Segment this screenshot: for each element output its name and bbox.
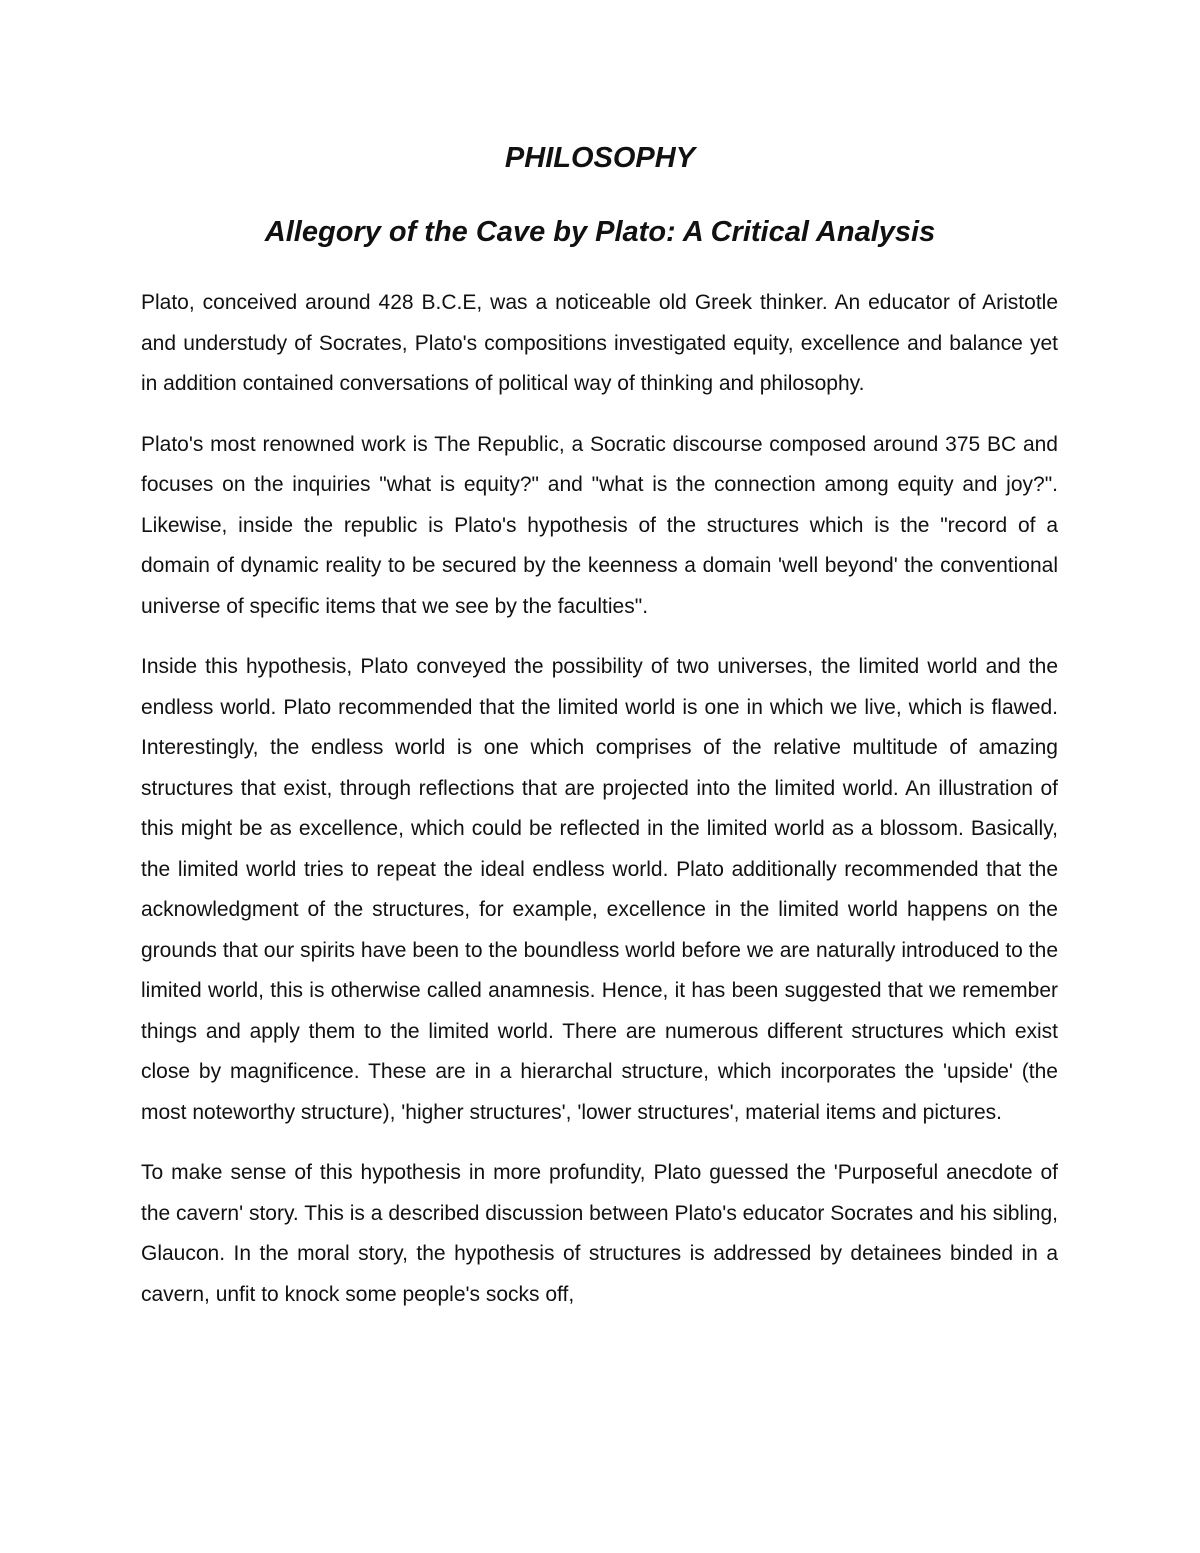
document-title: PHILOSOPHY xyxy=(504,142,696,174)
paragraph-2: Plato's most renowned work is The Republic, a Socratic discourse composed around 375 BC and focuses on the inquiries "what is equity?" and "what is the connection among equity and joy?". Likewise, inside the republic is Plato's hypothesis of the structures which is the "record of a domain of dynamic reality to be secured by the keenness a domain 'well beyond' the conventional universe of specific items that we see by the faculties". xyxy=(141,432,1058,618)
paragraph-4: To make sense of this hypothesis in more profundity, Plato guessed the 'Purposeful anecdote of the cavern' story. This is a described discussion between Plato's educator Socrates and his sibling, Glaucon. In the moral story, the hypothesis of structures is addressed by detainees binded in a cavern, unfit to knock some people's socks off, xyxy=(141,1161,1058,1306)
paragraph-3: Inside this hypothesis, Plato conveyed the possibility of two universes, the limited world and the endless world. Plato recommended that the limited world is one in which we live, which is flawed. Interestingly, the endless world is one which comprises of the relative multitude of amazing structures that exist, through reflections that are projected into the limited world. An illustration of this might be as excellence, which could be reflected in the limited world as a blossom. Basically, the limited world tries to repeat the ideal endless world. Plato additionally recommended that the acknowledgment of the structures, for example, excellence in the limited world happens on the grounds that our spirits have been to the boundless world before we are naturally introduced to the limited world, this is otherwise called anamnesis. Hence, it has been suggested that we remember things and apply them to the limited world. There are numerous different structures which exist close by magnificence. These are in a hierarchal structure, which incorporates the 'upside' (the most noteworthy structure), 'higher structures', 'lower structures', material items and pictures. xyxy=(141,655,1058,1124)
document-subtitle: Allegory of the Cave by Plato: A Critical Analysis xyxy=(264,216,936,248)
document-body xyxy=(141,283,1058,1335)
paragraph-1: Plato, conceived around 428 B.C.E, was a noticeable old Greek thinker. An educator of Aristotle and understudy of Socrates, Plato's compositions investigated equity, excellence and balance yet in addition contained conversations of political way of thinking and philosophy. xyxy=(141,291,1058,395)
